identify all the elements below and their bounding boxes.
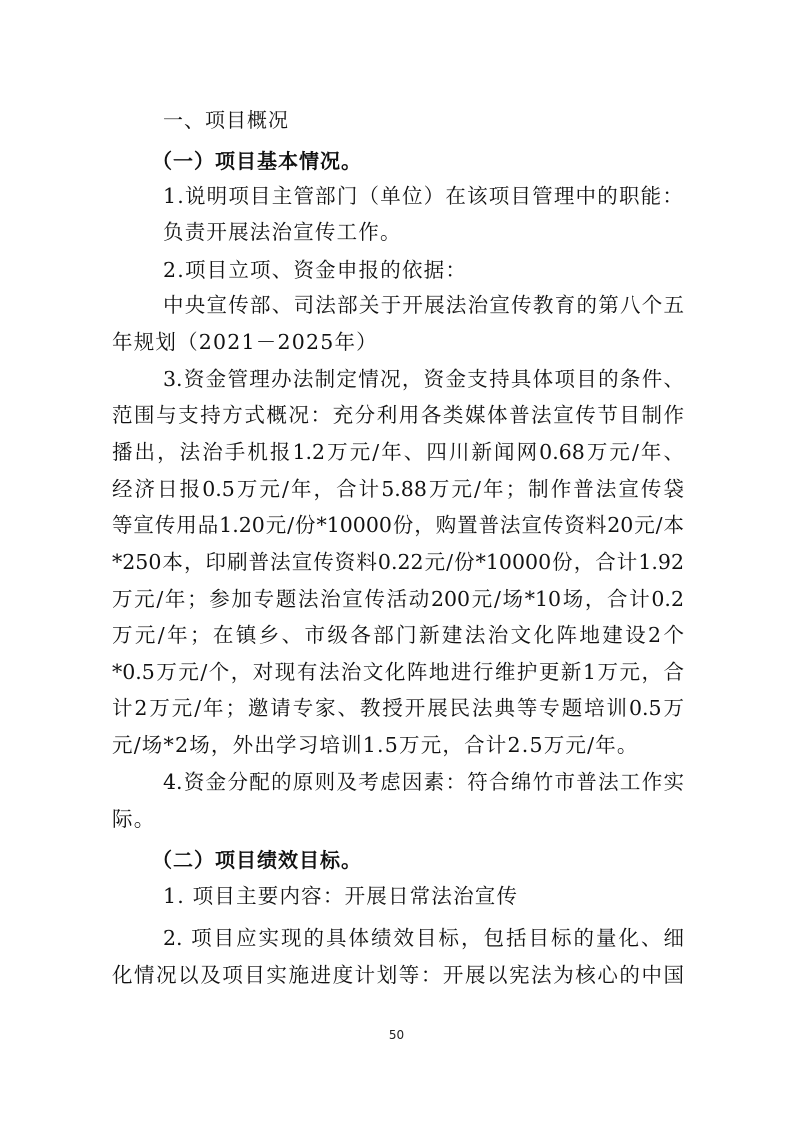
subsection-title-performance-goals: （二）项目绩效目标。	[152, 848, 362, 872]
paragraph-3-line-6: *250本，印刷普法宣传资料0.22元/份*10000份，合计1.92	[112, 550, 684, 574]
section-title: 一、项目概况	[163, 108, 289, 132]
paragraph-2-body-line-1: 中央宣传部、司法部关于开展法治宣传教育的第八个五	[163, 293, 684, 317]
paragraph-1-title: 1.说明项目主管部门（单位）在该项目管理中的职能：	[163, 184, 685, 208]
paragraph-1-body: 负责开展法治宣传工作。	[163, 220, 402, 244]
paragraph-3-line-7: 万元/年；参加专题法治宣传活动200元/场*10场，合计0.2	[112, 587, 684, 611]
paragraph-2-title: 2.项目立项、资金申报的依据：	[163, 258, 468, 282]
subsection-title-basic-info: （一）项目基本情况。	[152, 149, 362, 173]
paragraph-3-line-2: 范围与支持方式概况：充分利用各类媒体普法宣传节目制作	[112, 403, 684, 427]
paragraph-3-line-4: 经济日报0.5万元/年，合计5.88万元/年；制作普法宣传袋	[112, 477, 684, 501]
paragraph-3-line-5: 等宣传用品1.20元/份*10000份，购置普法宣传资料20元/本	[112, 513, 684, 537]
paragraph-3-line-3: 播出，法治手机报1.2万元/年、四川新闻网0.68万元/年、	[112, 440, 684, 464]
paragraph-3-line-10: 计2万元/年；邀请专家、教授开展民法典等专题培训0.5万	[112, 696, 684, 720]
paragraph-3-line-11: 元/场*2场，外出学习培训1.5万元，合计2.5万元/年。	[112, 733, 639, 757]
paragraph-3-line-9: *0.5万元/个，对现有法治文化阵地进行维护更新1万元，合	[112, 660, 684, 684]
goal-item-1: 1. 项目主要内容：开展日常法治宣传	[163, 884, 519, 908]
paragraph-4-line-2: 际。	[112, 807, 156, 831]
paragraph-4-line-1: 4.资金分配的原则及考虑因素：符合绵竹市普法工作实	[163, 770, 684, 794]
paragraph-2-body-line-2: 年规划（2021－2025年）	[112, 330, 378, 354]
paragraph-3-line-8: 万元/年；在镇乡、市级各部门新建法治文化阵地建设2个	[112, 623, 684, 647]
goal-item-2-line-1: 2. 项目应实现的具体绩效目标，包括目标的量化、细	[163, 926, 684, 950]
paragraph-3-line-1: 3.资金管理办法制定情况，资金支持具体项目的条件、	[163, 367, 684, 391]
page-number: 50	[388, 1028, 405, 1042]
goal-item-2-line-2: 化情况以及项目实施进度计划等：开展以宪法为核心的中国	[112, 963, 684, 987]
